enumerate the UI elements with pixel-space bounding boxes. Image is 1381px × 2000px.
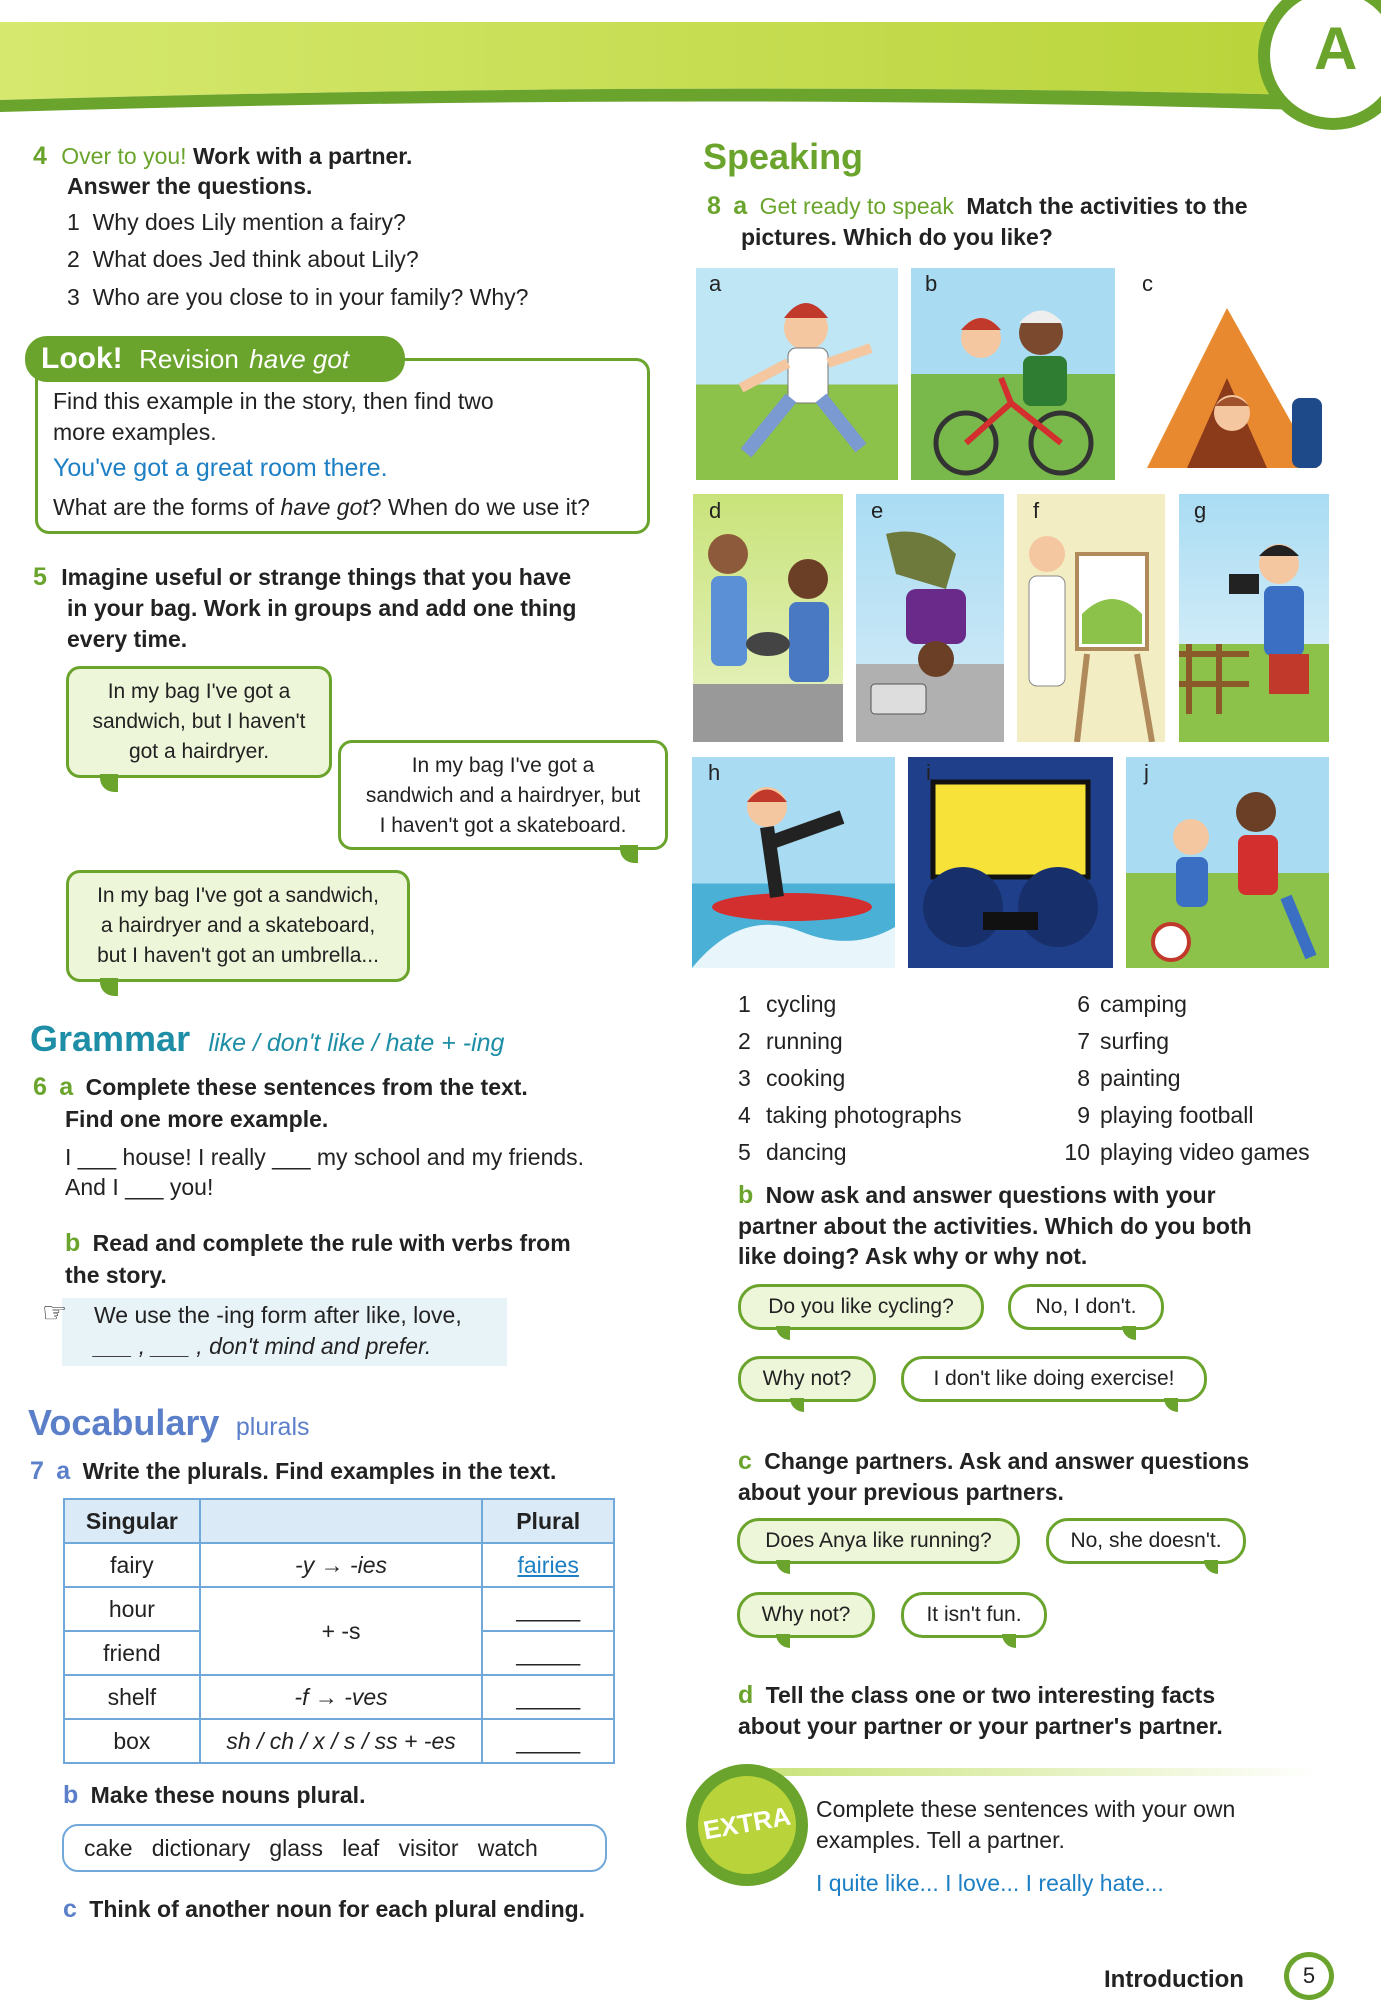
ex7b-letter: b — [63, 1781, 79, 1809]
ex8-number: 8 — [707, 192, 721, 220]
extra-line1: Complete these sentences with your own — [816, 1796, 1236, 1822]
plural-cell[interactable]: _____ — [482, 1631, 614, 1675]
picture-camping — [1127, 268, 1329, 480]
rule-cell: + -s — [200, 1587, 483, 1675]
ex5-line2: in your bag. Work in groups and add one thing — [67, 595, 577, 621]
item-text: camping — [1100, 991, 1187, 1017]
bubble-tail — [776, 1326, 790, 1340]
ex6b-line2: the story. — [65, 1262, 167, 1288]
look-question — [53, 492, 590, 523]
ex7b-heading — [63, 1780, 365, 1811]
ex7c-heading — [63, 1894, 585, 1925]
singular-cell: hour — [64, 1587, 200, 1631]
football-illustration — [1126, 757, 1329, 968]
item-number: 5 — [738, 1139, 751, 1165]
speech-bubble-3 — [66, 870, 410, 982]
ex4-heading — [33, 141, 412, 172]
singular-cell: friend — [64, 1631, 200, 1675]
look-title: Look! — [41, 342, 123, 375]
picture-label: c — [1142, 271, 1153, 296]
ex6b-heading — [65, 1228, 571, 1259]
extra-badge-label: EXTRA — [700, 1800, 793, 1846]
ex8d-letter: d — [738, 1681, 754, 1709]
item-text: playing video games — [1100, 1139, 1310, 1165]
bubble-tail — [776, 1560, 790, 1574]
look-q-ital: have got — [280, 494, 369, 520]
picture-label: j — [1144, 760, 1149, 785]
bubble-tail — [776, 1634, 790, 1648]
list-item — [738, 1060, 962, 1097]
ex8d-heading — [738, 1680, 1215, 1711]
item-text: surfing — [1100, 1028, 1170, 1054]
bubble-line: got a hairdryer. — [128, 740, 270, 763]
page-number: 5 — [1284, 1952, 1334, 2000]
picture-running — [696, 268, 898, 480]
bubble-line: a hairdryer and a skateboard, — [100, 914, 376, 937]
item-number: 10 — [1064, 1139, 1090, 1165]
ex8c-line1: Change partners. Ask and answer questions — [764, 1448, 1250, 1474]
grammar-topic: like / don't like / hate + -ing — [208, 1029, 505, 1057]
item-text: playing football — [1100, 1102, 1254, 1128]
item-text: cooking — [766, 1065, 846, 1091]
photography-illustration — [1179, 494, 1329, 742]
picture-surfing — [692, 757, 895, 968]
ex8a-line2: pictures. Which do you like? — [741, 224, 1053, 250]
cycling-illustration — [911, 268, 1115, 480]
ex8a-letter: a — [733, 192, 748, 220]
rule-cell: sh / ch / x / s / ss + -es — [200, 1719, 483, 1763]
plural-cell[interactable]: _____ — [482, 1675, 614, 1719]
q-number: 2 — [67, 246, 80, 272]
picture-label: e — [871, 498, 884, 523]
dialogue-bubble: I don't like doing exercise! — [901, 1356, 1207, 1402]
dancing-illustration — [856, 494, 1004, 742]
q-number: 3 — [67, 284, 80, 310]
pointing-hand-icon: ☞ — [42, 1297, 68, 1328]
painting-illustration — [1017, 494, 1165, 742]
item-text: dancing — [766, 1139, 847, 1165]
ex8a-heading — [707, 191, 1248, 222]
bubble-tail — [1204, 1560, 1218, 1574]
activity-list-right — [1048, 986, 1310, 1171]
dialogue-bubble: Do you like cycling? — [738, 1284, 984, 1330]
table-header-row — [64, 1499, 614, 1543]
bubble-tail — [100, 774, 118, 792]
ex5-line3: every time. — [67, 626, 188, 652]
ex5-heading — [33, 562, 571, 593]
camping-illustration — [1127, 268, 1329, 480]
ex8a-lead: Get ready to speak — [759, 193, 954, 219]
ex7a-letter: a — [56, 1457, 71, 1485]
ex8a-line1: Match the activities to the — [966, 193, 1248, 219]
plural-cell[interactable]: _____ — [482, 1587, 614, 1631]
plural-cell[interactable]: fairies — [482, 1543, 614, 1587]
extra-line3: I quite like... I love... I really hate... — [816, 1870, 1164, 1896]
bubble-line: In my bag I've got a — [107, 680, 291, 703]
singular-cell: box — [64, 1719, 200, 1763]
ex5-line1: Imagine useful or strange things that you have — [61, 564, 572, 590]
top-banner — [0, 0, 1381, 122]
ex4-number: 4 — [33, 142, 47, 170]
list-item — [738, 1023, 962, 1060]
plural-cell[interactable]: _____ — [482, 1719, 614, 1763]
ex4-line2: Answer the questions. — [67, 173, 313, 199]
dialogue-bubble: Why not? — [737, 1592, 875, 1638]
ex7-number: 7 — [30, 1457, 44, 1485]
look-example: You've got a great room there. — [53, 454, 388, 482]
speech-bubble-1 — [66, 666, 332, 778]
picture-label: g — [1194, 498, 1207, 523]
ex6a-letter: a — [59, 1073, 74, 1101]
cooking-illustration — [693, 494, 843, 742]
ex8b-line1: Now ask and answer questions with your — [765, 1182, 1216, 1208]
bubble-tail — [1002, 1634, 1016, 1648]
table-row — [64, 1675, 614, 1719]
bubble-tail — [790, 1398, 804, 1412]
item-text: cycling — [766, 991, 837, 1017]
picture-label: f — [1033, 498, 1040, 523]
list-item — [1048, 986, 1310, 1023]
ex6a-line1: Complete these sentences from the text. — [85, 1074, 528, 1100]
ex6a-heading — [33, 1072, 528, 1103]
ex8b-letter: b — [738, 1181, 754, 1209]
vocab-title: Vocabulary — [28, 1402, 220, 1443]
table-header — [200, 1499, 483, 1543]
list-item — [1048, 1023, 1310, 1060]
item-text: painting — [1100, 1065, 1181, 1091]
running-illustration — [696, 268, 898, 480]
rule-cell: -y → -ies — [200, 1543, 483, 1587]
bubble-tail — [1122, 1326, 1136, 1340]
ex4-q1 — [67, 207, 406, 238]
list-item — [1048, 1097, 1310, 1134]
bubble-line: In my bag I've got a — [411, 754, 595, 777]
list-item — [738, 1134, 962, 1171]
ex8b-heading — [738, 1180, 1216, 1211]
picture-video-games — [908, 757, 1113, 968]
look-line2: more examples. — [53, 419, 217, 445]
picture-label: d — [709, 498, 722, 523]
singular-cell: fairy — [64, 1543, 200, 1587]
dialogue-bubble: No, I don't. — [1008, 1284, 1164, 1330]
ex7a-text: Write the plurals. Find examples in the text. — [82, 1458, 557, 1484]
q-text: Why does Lily mention a fairy? — [92, 209, 406, 235]
picture-cooking — [693, 494, 843, 742]
table-row — [64, 1587, 614, 1631]
speech-bubble-2 — [338, 740, 668, 850]
table-header: Plural — [482, 1499, 614, 1543]
item-number: 7 — [1077, 1028, 1090, 1054]
grammar-heading — [30, 1018, 504, 1060]
look-q-post: ? When do we use it? — [368, 494, 590, 520]
bubble-line: I haven't got a skateboard. — [379, 814, 627, 837]
dialogue-bubble: Why not? — [738, 1356, 876, 1402]
ex5-number: 5 — [33, 563, 47, 591]
picture-label: h — [708, 760, 721, 785]
look-tab — [25, 336, 405, 382]
item-number: 4 — [738, 1102, 751, 1128]
plurals-table — [63, 1498, 615, 1764]
rule-cell: -f → -ves — [200, 1675, 483, 1719]
bubble-line: In my bag I've got a sandwich, — [97, 884, 379, 907]
picture-label: b — [925, 271, 938, 296]
bubble-line: but I haven't got an umbrella... — [97, 944, 379, 967]
unit-letter: A — [1314, 15, 1358, 82]
picture-cycling — [911, 268, 1115, 480]
item-text: running — [766, 1028, 843, 1054]
table-row — [64, 1719, 614, 1763]
ex8c-heading — [738, 1446, 1249, 1477]
extra-divider — [760, 1768, 1320, 1776]
ex6a-sentence2: And I ___ you! — [65, 1174, 214, 1200]
item-number: 3 — [738, 1065, 751, 1091]
list-item — [738, 986, 962, 1023]
footer-section: Introduction — [1104, 1966, 1244, 1993]
dialogue-bubble: Does Anya like running? — [737, 1518, 1020, 1564]
ex8b-line3: like doing? Ask why or why not. — [738, 1243, 1088, 1269]
singular-cell: shelf — [64, 1675, 200, 1719]
ex7c-text: Think of another noun for each plural ending. — [89, 1896, 586, 1922]
surfing-illustration — [692, 757, 895, 968]
bubble-line: sandwich and a hairdryer, but — [365, 784, 641, 807]
look-line1: Find this example in the story, then find two — [53, 388, 494, 414]
extra-line2: examples. Tell a partner. — [816, 1827, 1065, 1853]
ex8d-line1: Tell the class one or two interesting facts — [765, 1682, 1216, 1708]
ex4-lead: Over to you! — [61, 143, 187, 169]
q-number: 1 — [67, 209, 80, 235]
picture-football — [1126, 757, 1329, 968]
ex7b-text: Make these nouns plural. — [90, 1782, 366, 1808]
look-topic: have got — [249, 344, 350, 374]
item-number: 1 — [738, 991, 751, 1017]
vocab-heading — [28, 1402, 310, 1444]
picture-label: i — [926, 760, 931, 785]
table-header: Singular — [64, 1499, 200, 1543]
grammar-title: Grammar — [30, 1018, 191, 1059]
ex6-number: 6 — [33, 1073, 47, 1101]
item-number: 6 — [1077, 991, 1090, 1017]
list-item — [738, 1097, 962, 1134]
ex8c-line2: about your previous partners. — [738, 1479, 1064, 1505]
look-q-pre: What are the forms of — [53, 494, 281, 520]
ex4-q3 — [67, 282, 528, 313]
dialogue-bubble: No, she doesn't. — [1046, 1518, 1246, 1564]
picture-painting — [1017, 494, 1165, 742]
item-number: 2 — [738, 1028, 751, 1054]
ex6a-sentence1: I ___ house! I really ___ my school and my friends. — [65, 1144, 585, 1170]
ex6b-letter: b — [65, 1229, 81, 1257]
rule-line2: ___ , ___ , don't mind and prefer. — [94, 1333, 432, 1359]
bubble-tail — [1164, 1398, 1178, 1412]
q-text: Who are you close to in your family? Why? — [92, 284, 529, 310]
ex8c-letter: c — [738, 1447, 752, 1475]
ex6b-line1: Read and complete the rule with verbs from — [92, 1230, 571, 1256]
item-number: 8 — [1077, 1065, 1090, 1091]
ex7a-heading — [30, 1456, 556, 1487]
ex6a-line2: Find one more example. — [65, 1106, 329, 1132]
picture-dancing — [856, 494, 1004, 742]
activity-list-left — [738, 986, 962, 1171]
ex4-line1: Work with a partner. — [192, 143, 413, 169]
vocab-topic: plurals — [235, 1413, 310, 1441]
ex4-q2 — [67, 244, 419, 275]
look-revision: Revision — [139, 344, 239, 374]
nouns-box: cake dictionary glass leaf visitor watch — [62, 1824, 607, 1872]
list-item — [1048, 1134, 1310, 1171]
table-row — [64, 1543, 614, 1587]
picture-label: a — [709, 271, 722, 296]
ex7c-letter: c — [63, 1895, 77, 1923]
list-item — [1048, 1060, 1310, 1097]
item-text: taking photographs — [766, 1102, 962, 1128]
bubble-line: sandwich, but I haven't — [92, 710, 306, 733]
picture-photography — [1179, 494, 1329, 742]
q-text: What does Jed think about Lily? — [92, 246, 419, 272]
bubble-tail — [620, 845, 638, 863]
ex8d-line2: about your partner or your partner's partner. — [738, 1713, 1223, 1739]
rule-line1: We use the -ing form after like, love, — [94, 1302, 462, 1328]
ex8b-line2: partner about the activities. Which do you both — [738, 1213, 1252, 1239]
speaking-title: Speaking — [703, 136, 864, 177]
item-number: 9 — [1077, 1102, 1090, 1128]
bubble-tail — [100, 978, 118, 996]
dialogue-bubble: It isn't fun. — [901, 1592, 1047, 1638]
video-games-illustration — [908, 757, 1113, 968]
